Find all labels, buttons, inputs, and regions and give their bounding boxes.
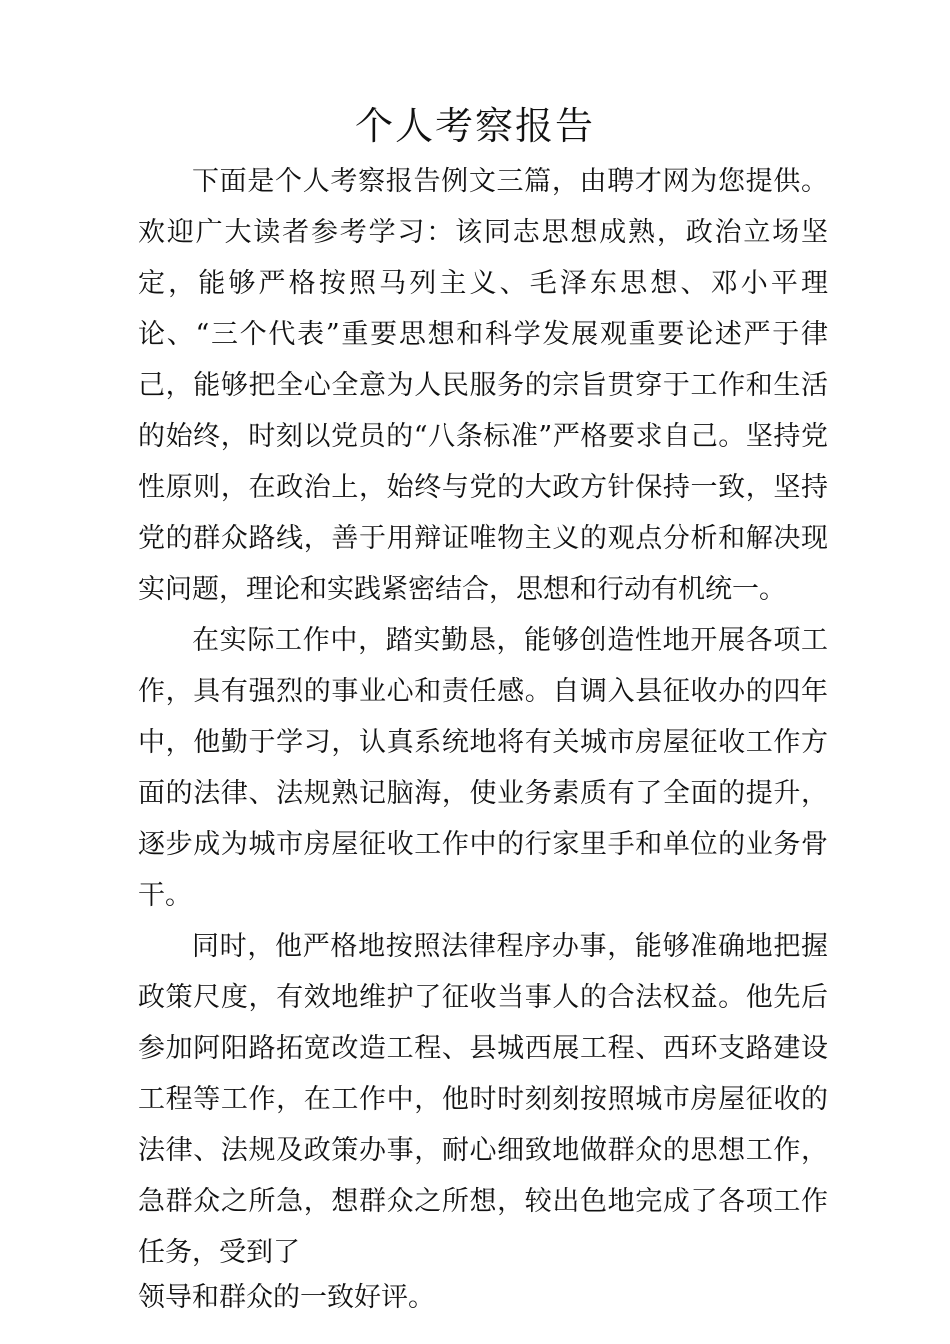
- paragraph-2: 在实际工作中，踏实勤恳，能够创造性地开展各项工作，具有强烈的事业心和责任感。自调入县征收办的四年中，他勤于学习，认真系统地将有关城市房屋征收工作方面的法律、法规熟记脑海，使业务素质有了全面的提升，逐步成为城市房屋征收工作中的行家里手和单位的业务骨干。: [138, 625, 828, 911]
- paragraph-3-tail-line: 领导和群众的一致好评。: [138, 1282, 435, 1313]
- document-body: [138, 156, 828, 1318]
- paragraph-1: 下面是个人考察报告例文三篇，由聘才网为您提供。欢迎广大读者参考学习：该同志思想成熟，政治立场坚定，能够严格按照马列主义、毛泽东思想、邓小平理论、“三个代表”重要思想和科学发展观重要论述严于律己，能够把全心全意为人民服务的宗旨贯穿于工作和生活的始终，时刻以党员的“八条标准”严格要求自己。坚持党性原则，在政治上，始终与党的大政方针保持一致，坚持党的群众路线，善于用辩证唯物主义的观点分析和解决现实问题，理论和实践紧密结合，思想和行动有机统一。: [138, 166, 828, 605]
- document-title: 个人考察报告: [354, 104, 595, 148]
- paragraph-3: 同时，他严格地按照法律程序办事，能够准确地把握政策尺度，有效地维护了征收当事人的合法权益。他先后参加阿阳路拓宽改造工程、县城西展工程、西环支路建设工程等工作，在工作中，他时时刻刻按照城市房屋征收的法律、法规及政策办事，耐心细致地做群众的思想工作，急群众之所急，想群众之所想，较出色地完成了各项工作任务，受到了: [138, 931, 828, 1268]
